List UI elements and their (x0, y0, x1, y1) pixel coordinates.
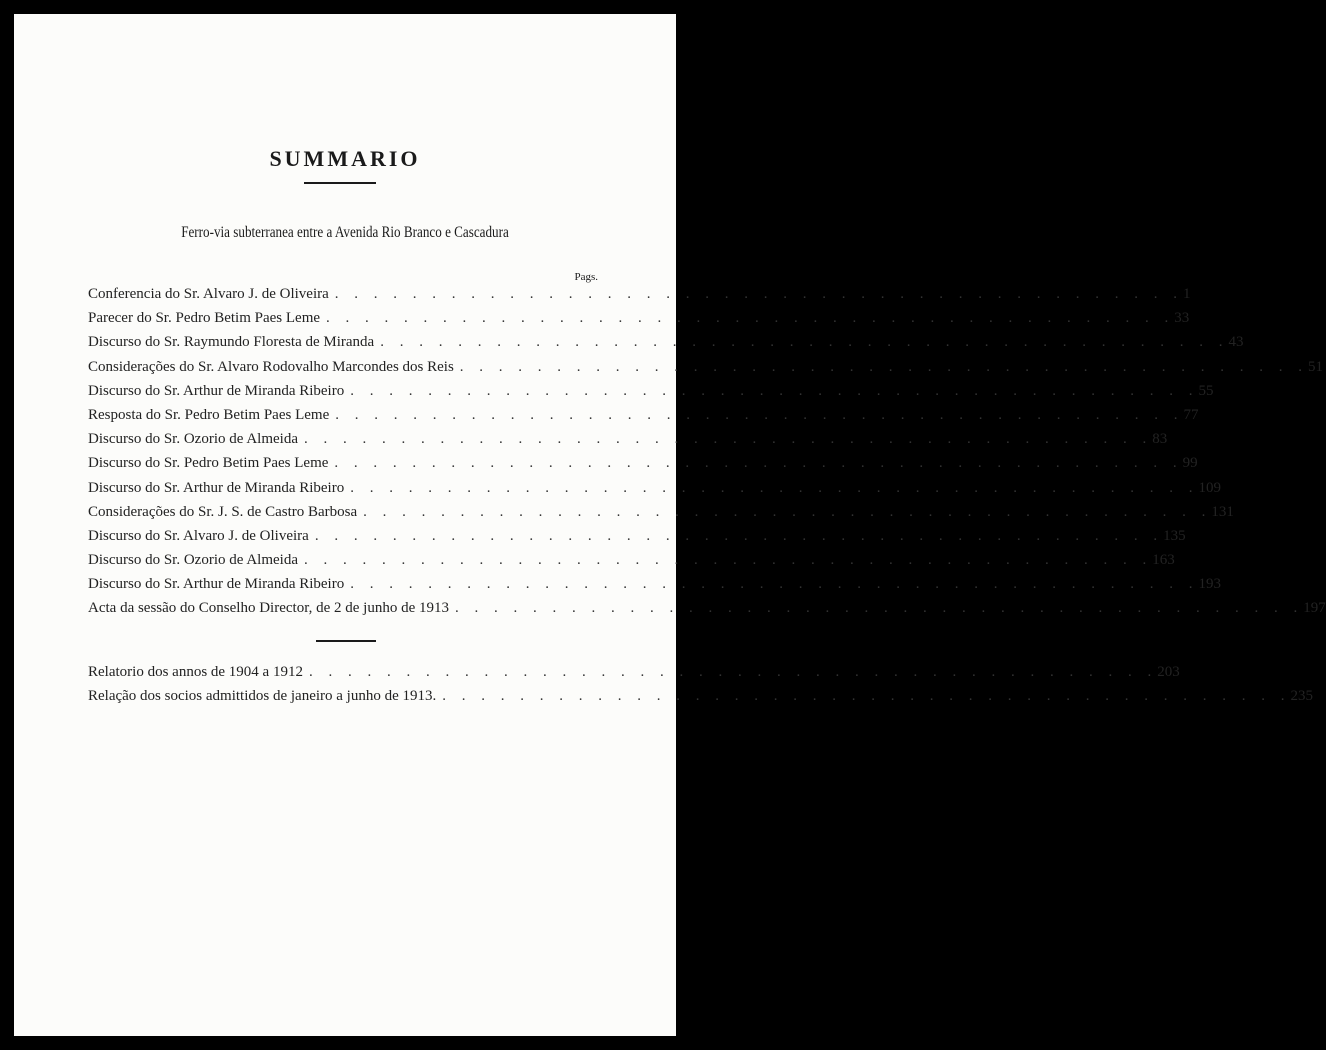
toc-entry-page: 55 (1198, 382, 1214, 399)
toc-entry-page: 83 (1152, 431, 1168, 448)
toc-entry-text: Relatorio dos annos de 1904 a 1912 (88, 664, 303, 680)
toc-entry-page: 77 (1183, 406, 1199, 423)
toc-leader-dots: . . . . . . . . . . . . . . . . . . . . . . . . . . . . . . . . . . . . . . . . . . . . (314, 527, 1164, 544)
toc-entry (88, 310, 1190, 334)
toc-entry-page: 193 (1198, 576, 1221, 593)
toc-entry-text: Acta da sessão do Conselho Director, de 2 de junho de 1913 (88, 600, 449, 617)
toc-entry-text: Conferencia do Sr. Alvaro J. de Oliveira (88, 286, 329, 302)
toc-leader-dots: . . . . . . . . . . . . . . . . . . . . . . . . . . . . . . . . . . . . . . . . . . . . (454, 600, 1304, 617)
toc-entry-text: Considerações do Sr. Alvaro Rodovalho Marcondes dos Reis (88, 358, 454, 375)
toc-leader-dots: . . . . . . . . . . . . . . . . . . . . . . . . . . . . . . . . . . . . . . . . . . . . (303, 431, 1153, 448)
toc-entry (88, 382, 1214, 407)
toc-entry (88, 576, 1221, 600)
toc-entry-text: Resposta do Sr. Pedro Betim Paes Leme (88, 406, 330, 423)
toc-entry-text: Discurso do Sr. Raymundo Floresta de Miranda (88, 334, 375, 351)
toc-entry (88, 358, 1324, 383)
toc-entry-text: Considerações do Sr. J. S. de Castro Barbosa (88, 503, 358, 520)
toc-entry-text: Discurso do Sr. Arthur de Miranda Ribeiro (88, 576, 345, 593)
toc-entry-text: Discurso do Sr. Alvaro J. de Oliveira (88, 527, 309, 544)
toc-entry-page: 131 (1211, 503, 1234, 520)
title-rule (304, 182, 376, 184)
toc-entry (88, 600, 1326, 624)
toc-entry-page: 43 (1228, 334, 1244, 351)
toc-leader-dots: . . . . . . . . . . . . . . . . . . . . . . . . . . . . . . . . . . . . . . . . . . . . (308, 664, 1158, 680)
toc-leader-dots: . . . . . . . . . . . . . . . . . . . . . . . . . . . . . . . . . . . . . . . . . . . . (350, 479, 1199, 496)
toc-leader-dots: . . . . . . . . . . . . . . . . . . . . . . . . . . . . . . . . . . . . . . . . . . . . (335, 406, 1184, 423)
toc-entry-page: 163 (1152, 552, 1175, 569)
toc-entry (88, 552, 1175, 576)
toc-leader-dots: . . . . . . . . . . . . . . . . . . . . . . . . . . . . . . . . . . . . . . . . . . . . (350, 576, 1199, 593)
toc-main (88, 286, 1326, 625)
toc-leader-dots: . . . . . . . . . . . . . . . . . . . . . . . . . . . . . . . . . . . . . . . . . . . . (334, 286, 1184, 302)
toc-entry (88, 503, 1234, 528)
toc-leader-dots: . . . . . . . . . . . . . . . . . . . . . . . . . . . . . . . . . . . . . . . . . . . . (326, 310, 1175, 327)
toc-entry-text: Discurso do Sr. Ozorio de Almeida (88, 431, 298, 448)
toc-entry-text: Relação dos socios admittidos de janeiro a junho de 1913. (88, 688, 437, 705)
toc-entry-page: 135 (1163, 527, 1186, 544)
toc-entry-page: 51 (1308, 358, 1324, 375)
toc-entry-text: Discurso do Sr. Arthur de Miranda Ribeiro (88, 382, 345, 399)
toc-leader-dots: . . . . . . . . . . . . . . . . . . . . . . . . . . . . . . . . . . . . . . . . . . . . (363, 503, 1212, 520)
toc-entry (88, 688, 1314, 712)
toc-extra (88, 664, 1314, 712)
toc-entry (88, 479, 1221, 504)
toc-entry-page: 99 (1182, 455, 1198, 472)
section-rule (316, 640, 376, 642)
toc-entry (88, 431, 1168, 455)
toc-leader-dots: . . . . . . . . . . . . . . . . . . . . . . . . . . . . . . . . . . . . . . . . . . . . (350, 382, 1199, 399)
toc-entry-page: 33 (1174, 310, 1190, 327)
toc-leader-dots: . . . . . . . . . . . . . . . . . . . . . . . . . . . . . . . . . . . . . . . . . . . . (442, 688, 1291, 705)
toc-entry (88, 455, 1198, 479)
toc-leader-dots: . . . . . . . . . . . . . . . . . . . . . . . . . . . . . . . . . . . . . . . . . . . . (459, 358, 1309, 375)
pages-column-label: Pags. (574, 271, 598, 283)
toc-entry-page: 203 (1157, 664, 1180, 680)
toc-entry-page: 235 (1290, 688, 1314, 705)
toc-entry-text: Discurso do Sr. Arthur de Miranda Ribeiro (88, 479, 345, 496)
toc-entry (88, 286, 1191, 310)
toc-entry-text: Discurso do Sr. Pedro Betim Paes Leme (88, 455, 329, 472)
toc-leader-dots: . . . . . . . . . . . . . . . . . . . . . . . . . . . . . . . . . . . . . . . . . . . . (303, 552, 1153, 569)
toc-entry-page: 109 (1198, 479, 1221, 496)
toc-entry (88, 406, 1199, 431)
document-page (14, 14, 1326, 1036)
toc-entry-page: 197 (1303, 600, 1326, 617)
toc-entry (88, 334, 1244, 358)
section-subtitle: Ferro-via subterranea entre a Avenida Rio Branco e Cascadura (181, 224, 509, 241)
toc-entry-text: Parecer do Sr. Pedro Betim Paes Leme (88, 310, 321, 327)
toc-entry (88, 527, 1186, 552)
toc-entry (88, 664, 1180, 688)
page-title: SUMMARIO (269, 146, 421, 171)
toc-entry-page: 1 (1183, 286, 1191, 302)
toc-entry-text: Discurso do Sr. Ozorio de Almeida (88, 552, 298, 569)
toc-leader-dots: . . . . . . . . . . . . . . . . . . . . . . . . . . . . . . . . . . . . . . . . . . . . (380, 334, 1229, 351)
toc-leader-dots: . . . . . . . . . . . . . . . . . . . . . . . . . . . . . . . . . . . . . . . . . . . . (334, 455, 1183, 472)
